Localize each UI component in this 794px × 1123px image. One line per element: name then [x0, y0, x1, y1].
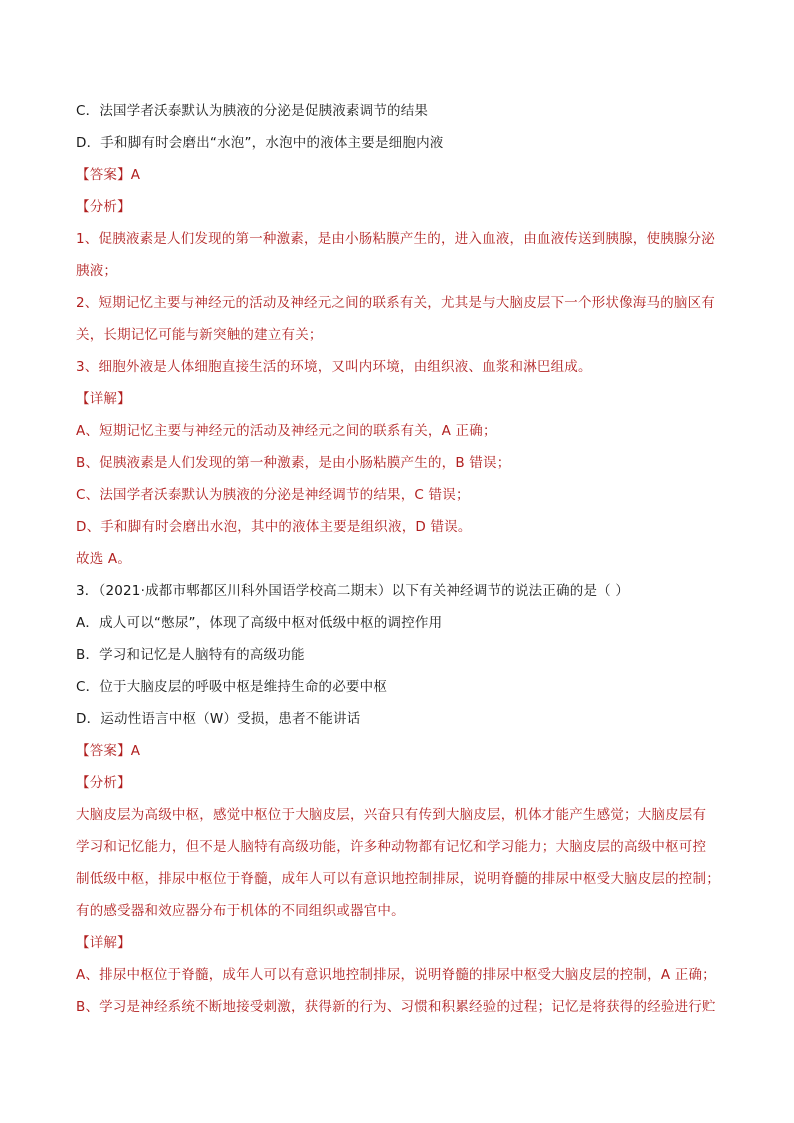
q2-conclusion: 故选 A。 [76, 551, 132, 567]
q2-analysis-label: 【分析】 [76, 199, 131, 215]
q3-analysis-line: 大脑皮层为高级中枢，感觉中枢位于大脑皮层，兴奋只有传到大脑皮层，机体才能产生感觉；大脑皮层有 [76, 807, 707, 823]
q2-option-d: D．手和脚有时会磨出“水泡”，水泡中的液体主要是细胞内液 [76, 135, 444, 151]
q2-analysis-line: 3、细胞外液是人体细胞直接生活的环境，又叫内环境，由组织液、血浆和淋巴组成。 [76, 359, 592, 375]
q3-option-c: C．位于大脑皮层的呼吸中枢是维持生命的必要中枢 [76, 679, 388, 695]
q3-analysis-line: 制低级中枢，排尿中枢位于脊髓，成年人可以有意识地控制排尿，说明脊髓的排尿中枢受大脑皮层的控制； [76, 871, 720, 887]
q3-analysis-line: 有的感受器和效应器分布于机体的不同组织或器官中。 [76, 903, 405, 919]
q2-detail-line: D、手和脚有时会磨出水泡，其中的液体主要是组织液，D 错误。 [76, 519, 472, 535]
q2-detail-line: B、促胰液素是人们发现的第一种激素，是由小肠粘膜产生的，B 错误； [76, 455, 511, 471]
q2-detail-line: C、法国学者沃泰默认为胰液的分泌是神经调节的结果，C 错误； [76, 487, 470, 503]
q3-detail-label: 【详解】 [76, 935, 131, 951]
q3-answer: 【答案】A [76, 743, 141, 759]
q3-option-b: B．学习和记忆是人脑特有的高级功能 [76, 647, 305, 663]
q3-analysis-line: 学习和记忆能力，但不是人脑特有高级功能，许多种动物都有记忆和学习能力；大脑皮层的高级中枢可控 [76, 839, 707, 855]
q2-option-c: C．法国学者沃泰默认为胰液的分泌是促胰液素调节的结果 [76, 103, 429, 119]
q2-analysis-line: 2、短期记忆主要与神经元的活动及神经元之间的联系有关，尤其是与大脑皮层下一个形状像海马的脑区有 [76, 295, 715, 311]
q2-analysis-line: 关，长期记忆可能与新突触的建立有关； [76, 327, 323, 343]
q2-detail-label: 【详解】 [76, 391, 131, 407]
q3-option-a: A．成人可以“憋尿”，体现了高级中枢对低级中枢的调控作用 [76, 615, 443, 631]
q3-option-d: D．运动性语言中枢（W）受损，患者不能讲话 [76, 711, 361, 727]
q3-analysis-label: 【分析】 [76, 775, 131, 791]
q2-answer: 【答案】A [76, 167, 141, 183]
q2-analysis-line: 胰液； [76, 263, 118, 279]
q3-stem: 3．（2021·成都市郫都区川科外国语学校高二期末）以下有关神经调节的说法正确的是（ ） [76, 583, 630, 599]
q3-detail-line: B、学习是神经系统不断地接受刺激，获得新的行为、习惯和积累经验的过程；记忆是将获得的经验进行贮 [76, 999, 716, 1015]
q2-detail-line: A、短期记忆主要与神经元的活动及神经元之间的联系有关，A 正确； [76, 423, 497, 439]
q3-detail-line: A、排尿中枢位于脊髓，成年人可以有意识地控制排尿，说明脊髓的排尿中枢受大脑皮层的控制，A 正确； [76, 967, 716, 983]
q2-analysis-line: 1、促胰液素是人们发现的第一种激素，是由小肠粘膜产生的，进入血液，由血液传送到胰腺，使胰腺分泌 [76, 231, 715, 247]
